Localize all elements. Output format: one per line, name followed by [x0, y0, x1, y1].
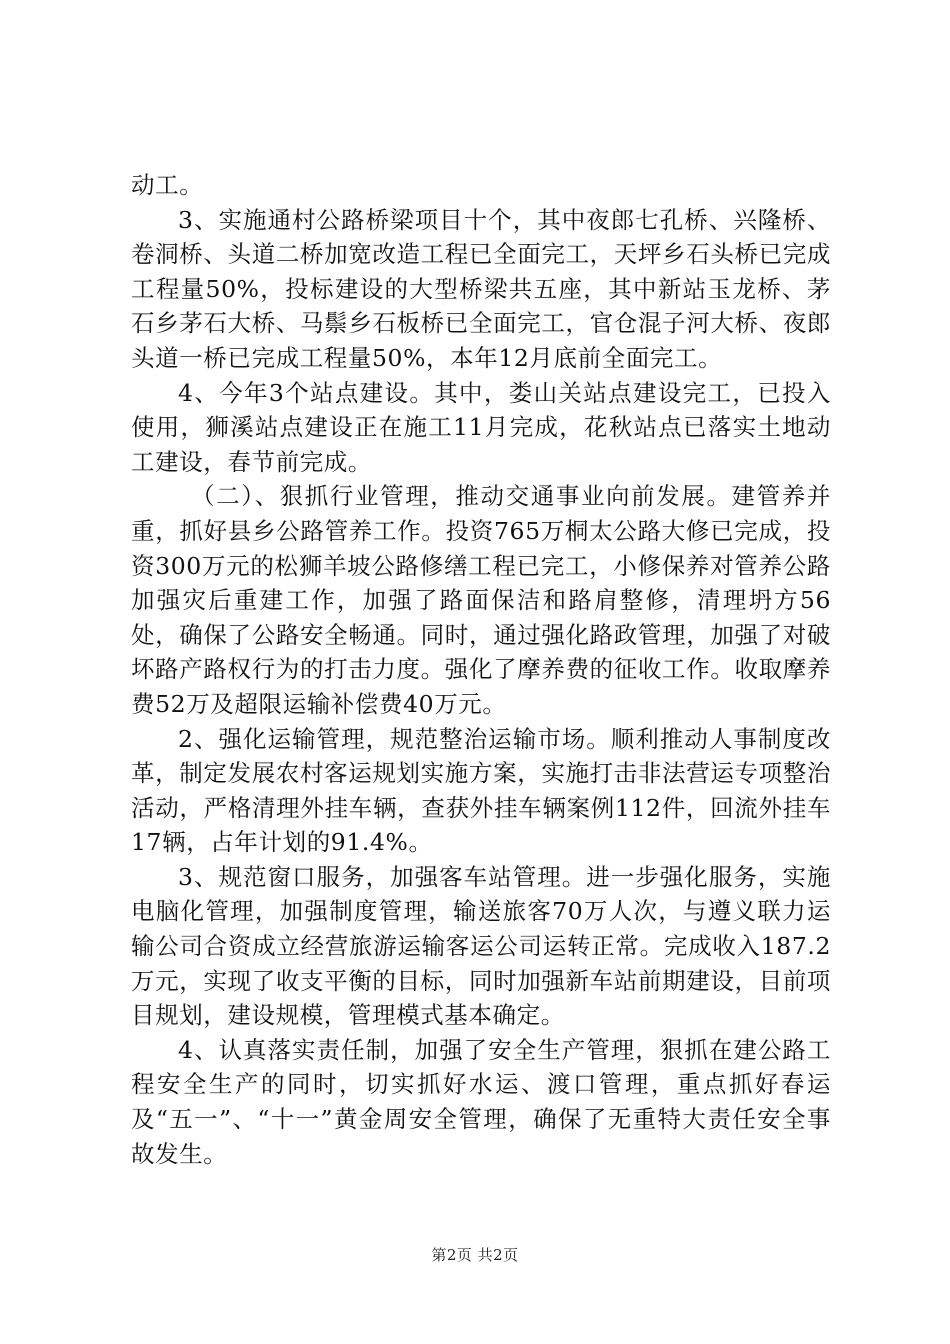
paragraph-safety-management: 4、认真落实责任制，加强了安全生产管理，狠抓在建公路工程安全生产的同时，切实抓好水运、渡口管理，重点抓好春运及“五一”、“十一”黄金周安全管理，确保了无重特大责任安全事故发生。	[131, 1035, 831, 1168]
paragraph-industry-management: （二）、狠抓行业管理，推动交通事业向前发展。建管养并重，抓好县乡公路管养工作。投资765万桐太公路大修已完成，投资300万元的松狮羊坡公路修缮工程已完工，小修保养对管养公路加强灾后重建工作，加强了路面保洁和路肩整修，清理坍方56处，确保了公路安全畅通。同时，通过强化路政管理，加强了对破坏路产路权行为的打击力度。强化了摩养费的征收工作。收取摩养费52万及超限运输补偿费40万元。	[131, 482, 831, 718]
paragraph-station-construction: 4、今年3个站点建设。其中，娄山关站点建设完工，已投入使用，狮溪站点建设正在施工11月完成，花秋站点已落实土地动工建设，春节前完成。	[131, 378, 831, 476]
page-footer: 第2页 共2页	[431, 1246, 519, 1264]
paragraph-transport-management: 2、强化运输管理，规范整治运输市场。顺利推动人事制度改革，制定发展农村客运规划实施方案，实施打击非法营运专项整治活动，严格清理外挂车辆，查获外挂车辆案例112件，回流外挂车17辆，占年计划的91.4%。	[131, 724, 831, 857]
paragraph-window-service: 3、规范窗口服务，加强客车站管理。进一步强化服务，实施电脑化管理，加强制度管理，输送旅客70万人次，与遵义联力运输公司合资成立经营旅游运输客运公司运转正常。完成收入187.2万元，实现了收支平衡的目标，同时加强新车站前期建设，目前项目规划，建设规模，管理模式基本确定。	[131, 862, 831, 1030]
document-body	[131, 168, 831, 1171]
paragraph-bridge-projects: 3、实施通村公路桥梁项目十个，其中夜郎七孔桥、兴隆桥、卷洞桥、头道二桥加宽改造工程已全面完工，天坪乡石头桥已完成工程量50%，投标建设的大型桥梁共五座，其中新站玉龙桥、茅石乡茅石大桥、马鬃乡石板桥已全面完工，官仓混子河大桥、夜郎头道一桥已完成工程量50%，本年12月底前全面完工。	[131, 205, 831, 372]
paragraph-continuation: 动工。	[131, 171, 204, 199]
